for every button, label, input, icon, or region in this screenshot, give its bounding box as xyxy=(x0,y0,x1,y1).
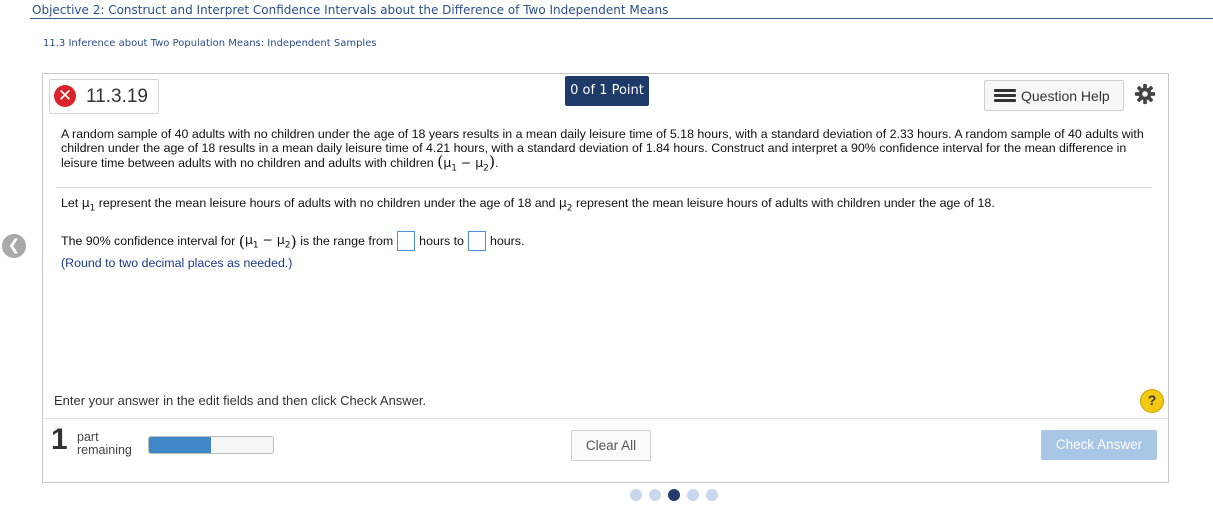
remaining-word: remaining xyxy=(77,443,132,457)
incorrect-x-icon: ✕ xyxy=(54,85,76,107)
rounding-note: (Round to two decimal places as needed.) xyxy=(61,256,293,270)
parts-remaining-count: 1 xyxy=(51,423,68,456)
progress-fill xyxy=(149,437,211,453)
definition-suffix: represent the mean leisure hours of adults with children under the age of 18. xyxy=(575,196,995,210)
previous-question-button[interactable] xyxy=(2,234,26,258)
parts-remaining-label xyxy=(77,431,132,457)
ci-prefix: The 90% confidence interval for xyxy=(61,234,236,248)
ci-end: hours. xyxy=(489,234,525,248)
question-text: A random sample of 40 adults with no children under the age of 18 years results in a mean daily leisure time of 5.18 hours, with a standard deviation of 2.33 hours. A random sample of 40 adults with children under the age of 18 results in a mean daily leisure time of 4.21 hours, with a standard deviation of 1.84 hours. Construct and interpret a 90% confidence interval for the mean difference in leisure time between adults with no children and adults with children $(\mu_1 - \mu_2)$. xyxy=(61,127,1144,174)
chevron-left-icon: ❮ xyxy=(7,237,21,254)
objective-title: Objective 2: Construct and Interpret Confidence Intervals about the Difference of Two Independent Means xyxy=(32,3,669,17)
parts-progress-bar xyxy=(148,436,274,454)
ci-mid: is the range from xyxy=(300,234,394,248)
clear-all-button[interactable]: Clear All xyxy=(571,430,651,461)
lower-bound-input[interactable] xyxy=(397,231,415,251)
instruction-text: Enter your answer in the edit fields and then click Check Answer. xyxy=(54,393,427,408)
question-divider xyxy=(56,187,1152,188)
objective-divider xyxy=(30,18,1213,19)
score-badge: 0 of 1 Point xyxy=(565,76,649,106)
confidence-interval-line: The 90% confidence interval for ( $\mu_1 - \mu_2$ ) is the range from hours to hours. xyxy=(61,231,525,251)
definition-mid: represent the mean leisure hours of adults with no children under the age of 18 and xyxy=(98,196,556,210)
section-title: 11.3 Inference about Two Population Means: Independent Samples xyxy=(43,38,377,49)
question-body: A random sample of 40 adults with no children under the age of 18 years results in a mean daily leisure time of 5.18 hours, with a standard deviation of 2.33 hours. A random sample of 40 adults with children under the age of 18 results in a mean daily leisure time of 4.21 hours, with a standard deviation of 1.84 hours. Construct and interpret a 90% confidence interval for the mean difference in leisure time between adults with no children and adults with children xyxy=(61,127,1144,170)
question-help-label: Question Help xyxy=(1021,88,1110,104)
footer-divider xyxy=(43,418,1168,419)
gear-icon[interactable] xyxy=(1134,83,1156,105)
upper-bound-input[interactable] xyxy=(468,231,486,251)
parts-word: part xyxy=(77,430,99,444)
pager-dot[interactable] xyxy=(706,489,718,501)
pager-dot[interactable] xyxy=(687,489,699,501)
definition-line: Let $\mu_1$ represent the mean leisure hours of adults with no children under the age of 18 and $\mu_2$ represent the mean leisure hours of adults with children under the age of 18. xyxy=(61,195,995,214)
pager-dot[interactable] xyxy=(630,489,642,501)
question-id: 11.3.19 xyxy=(86,86,148,107)
help-question-icon[interactable]: ? xyxy=(1140,389,1164,413)
definition-prefix: Let xyxy=(61,196,79,210)
check-answer-button[interactable]: Check Answer xyxy=(1041,430,1157,460)
question-panel xyxy=(42,73,1169,483)
list-icon xyxy=(994,89,1016,103)
ci-to: hours to xyxy=(419,234,464,248)
pager-dot[interactable] xyxy=(649,489,661,501)
question-id-box xyxy=(49,79,159,114)
question-pager xyxy=(630,489,725,501)
pager-dot[interactable] xyxy=(668,489,680,501)
question-help-button[interactable] xyxy=(984,80,1124,111)
